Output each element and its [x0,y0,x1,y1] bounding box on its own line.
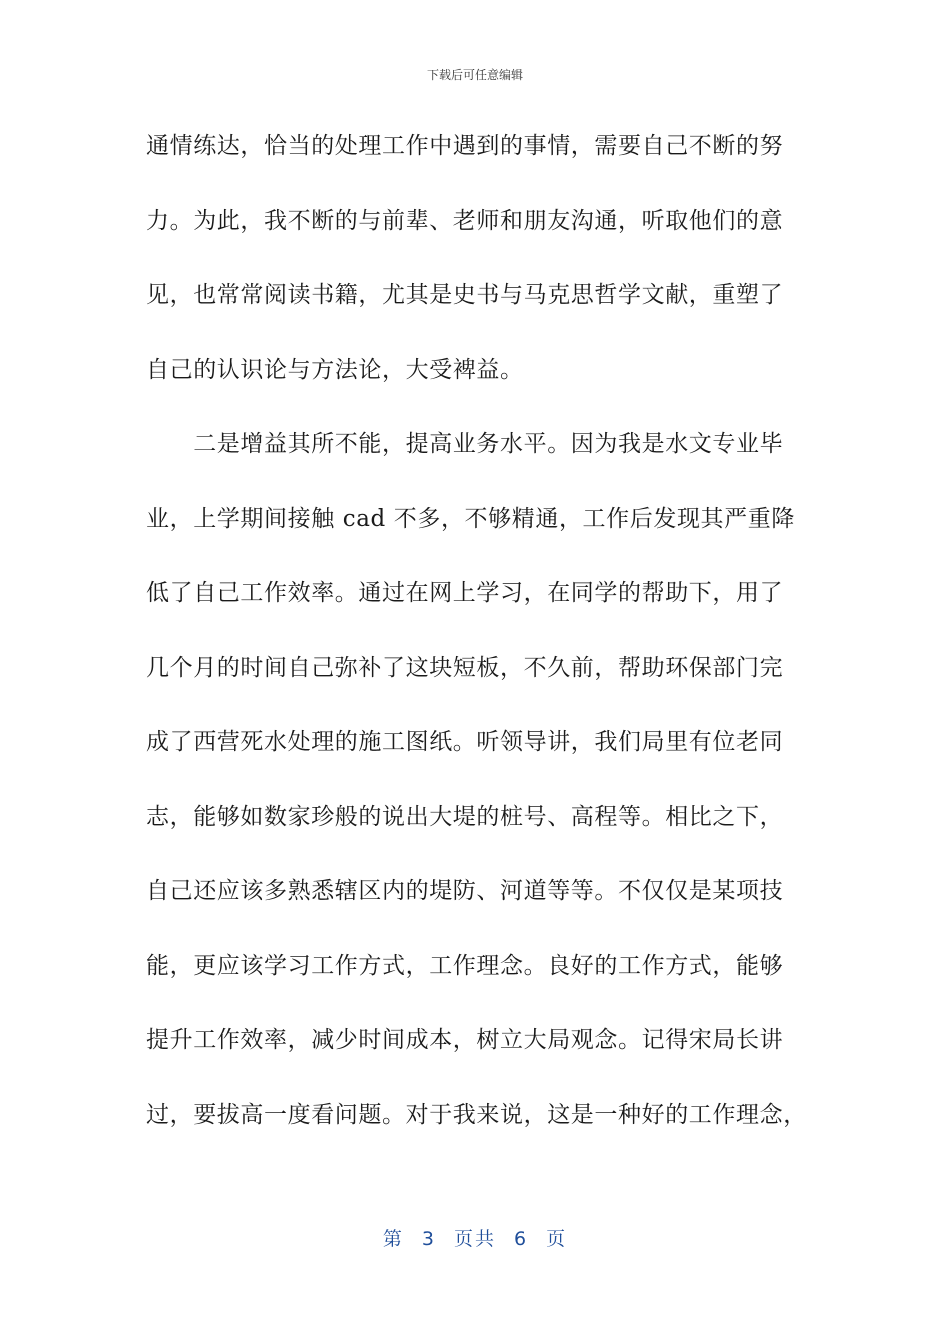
text-line: 提升工作效率，减少时间成本，树立大局观念。记得宋局长讲 [146,1027,784,1053]
text-line: 通情练达，恰当的处理工作中遇到的事情，需要自己不断的努 [146,133,784,159]
text-line: 成了西营死水处理的施工图纸。听领导讲，我们局里有位老同 [146,729,784,755]
text-line: 过，要拔高一度看问题。对于我来说，这是一种好的工作理念， [146,1101,807,1128]
page-number-footer: 第 3 页共 6 页 [382,1228,568,1250]
text-line: 见，也常常阅读书籍，尤其是史书与马克思哲学文献，重塑了 [146,282,784,308]
text-line: 自己的认识论与方法论，大受裨益。 [146,356,524,383]
text-line: 业，上学期间接触 cad 不多，不够精通，工作后发现其严重降 [146,505,795,532]
text-line: 二是增益其所不能，提高业务水平。因为我是水文专业毕 [146,431,784,457]
body-text [146,124,806,1167]
text-line: 几个月的时间自己弥补了这块短板，不久前，帮助环保部门完 [146,654,784,681]
text-line: 志，能够如数家珍般的说出大堤的桩号、高程等。相比之下， [146,803,784,830]
text-line: 能，更应该学习工作方式，工作理念。良好的工作方式，能够 [146,952,784,979]
page-header: 下载后可任意编辑 [426,68,523,82]
text-line: 自己还应该多熟悉辖区内的堤防、河道等等。不仅仅是某项技 [146,878,784,904]
text-line: 低了自己工作效率。通过在网上学习，在同学的帮助下，用了 [146,580,784,606]
text-line: 力。为此，我不断的与前辈、老师和朋友沟通，听取他们的意 [146,207,784,234]
